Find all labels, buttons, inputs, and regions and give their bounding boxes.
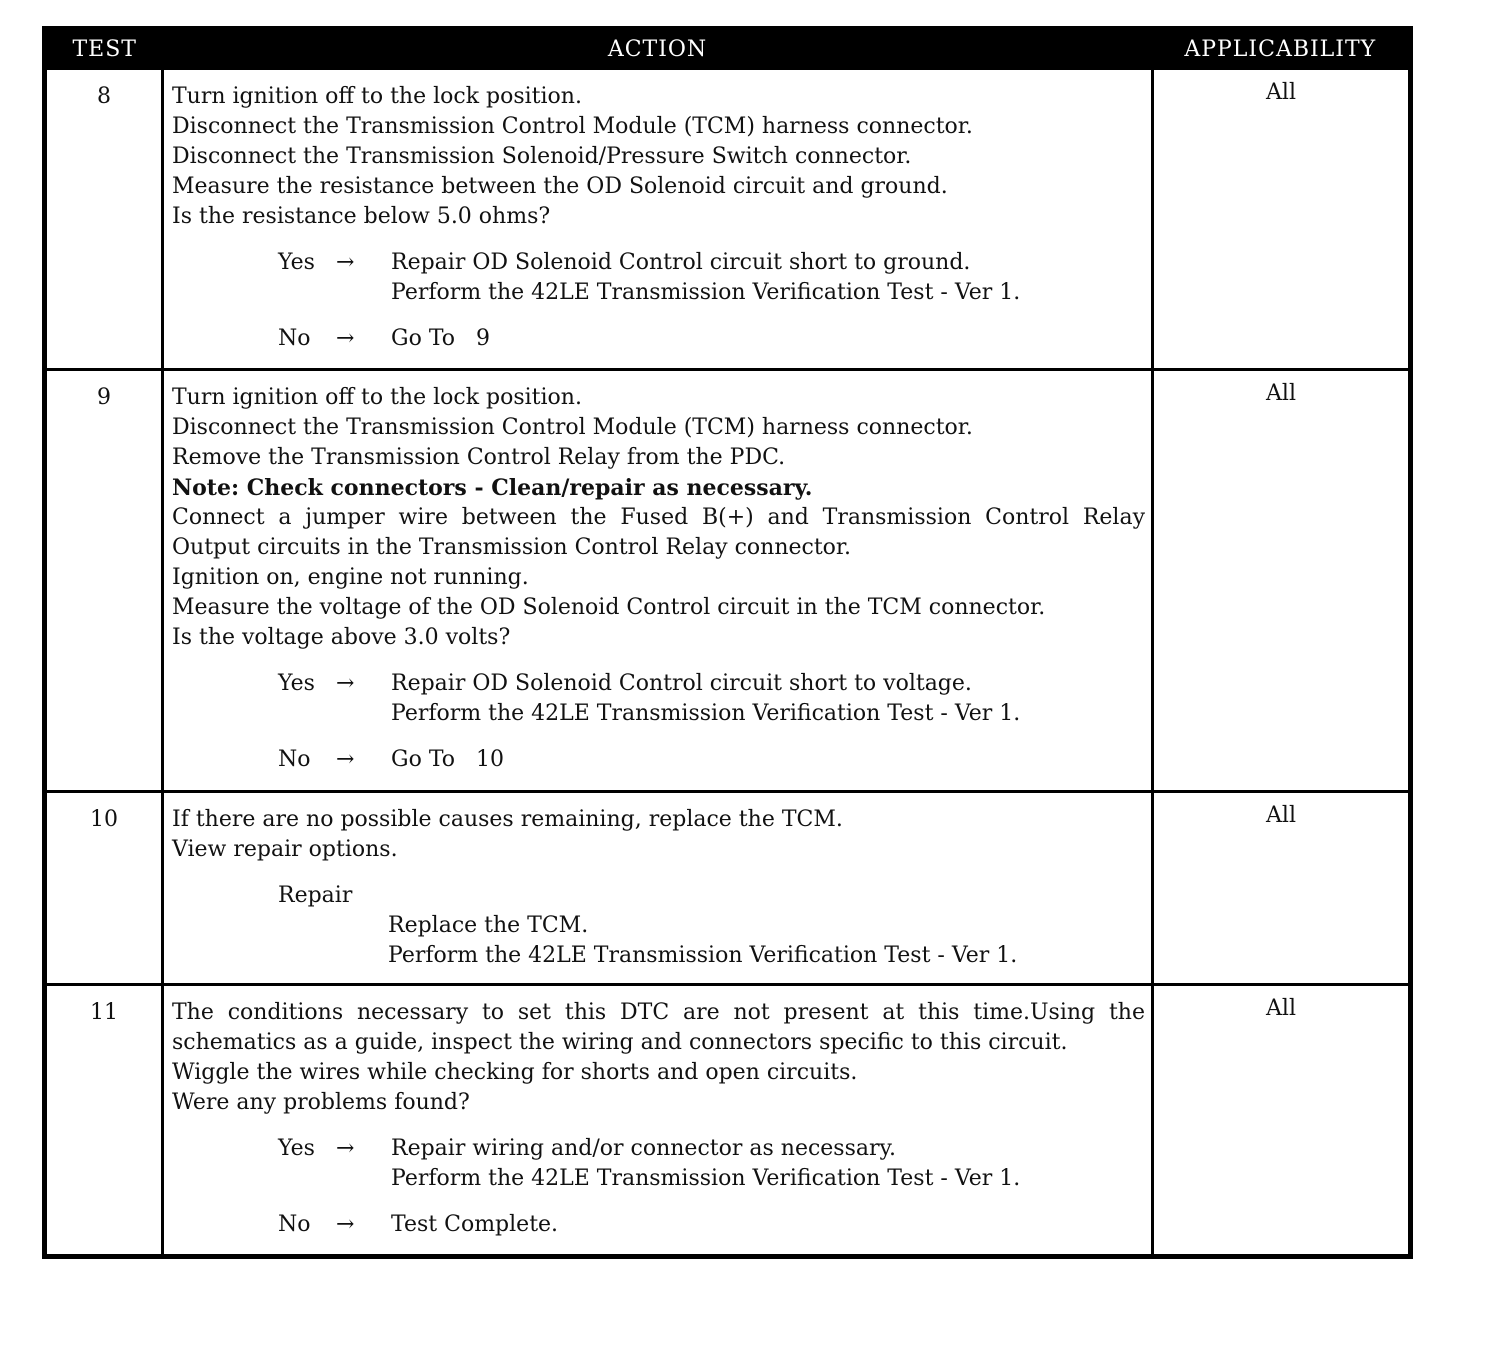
action-paragraph: The conditions necessary to set this DTC are not present at this time.Using the schematics as a guide, inspect the wiring and connectors specific to this circuit.: [172, 1000, 1145, 1055]
table-row: [45, 69, 1411, 370]
response-line: Repair wiring and/or connector as necessary.: [391, 1136, 897, 1161]
table-header: [45, 29, 1411, 69]
action-line: View repair options.: [172, 837, 398, 862]
action-line: Remove the Transmission Control Relay from the PDC.: [172, 445, 786, 470]
action-line: Disconnect the Transmission Solenoid/Pressure Switch connector.: [172, 144, 912, 169]
goto-text: Go To 9: [391, 326, 490, 351]
no-response: [278, 1210, 1145, 1240]
action-cell: [163, 69, 1153, 370]
question-line: Is the voltage above 3.0 volts?: [172, 625, 511, 650]
arrow-right-icon: →: [336, 747, 355, 772]
applicability-value: All: [1153, 370, 1411, 792]
action-line: Measure the resistance between the OD Solenoid circuit and ground.: [172, 174, 948, 199]
test-number: 11: [45, 985, 163, 1257]
result-text: Test Complete.: [391, 1212, 559, 1237]
action-line: Turn ignition off to the lock position.: [172, 84, 582, 109]
arrow-right-icon: →: [336, 326, 355, 351]
arrow-right-icon: →: [336, 1136, 355, 1161]
action-line: Ignition on, engine not running.: [172, 565, 529, 590]
test-number: 9: [45, 370, 163, 792]
yes-response: [278, 669, 1145, 729]
applicability-value: All: [1153, 792, 1411, 985]
response-line: Perform the 42LE Transmission Verification Test - Ver 1.: [391, 1166, 1021, 1191]
no-label: No: [278, 326, 311, 351]
no-response: [278, 745, 1145, 775]
table-row: [45, 370, 1411, 792]
action-cell: [163, 985, 1153, 1257]
action-line: Disconnect the Transmission Control Module (TCM) harness connector.: [172, 114, 973, 139]
action-line: Disconnect the Transmission Control Module (TCM) harness connector.: [172, 415, 973, 440]
question-line: Is the resistance below 5.0 ohms?: [172, 204, 551, 229]
action-cell: [163, 370, 1153, 792]
action-line: Turn ignition off to the lock position.: [172, 385, 582, 410]
action-line: Measure the voltage of the OD Solenoid Control circuit in the TCM connector.: [172, 595, 1046, 620]
response-line: Replace the TCM.: [388, 913, 589, 938]
response-line: Repair OD Solenoid Control circuit short to ground.: [391, 250, 971, 275]
response-line: Perform the 42LE Transmission Verification Test - Ver 1.: [391, 280, 1021, 305]
yes-response: [278, 1134, 1145, 1194]
diagnostic-table: [42, 26, 1413, 1259]
repair-label: Repair: [278, 883, 353, 908]
repair-response: [388, 911, 1145, 971]
arrow-right-icon: →: [336, 1212, 355, 1237]
header-action: ACTION: [163, 29, 1153, 69]
arrow-right-icon: →: [336, 250, 355, 275]
action-line: Wiggle the wires while checking for shorts and open circuits.: [172, 1060, 858, 1085]
note-line: Note: Check connectors - Clean/repair as necessary.: [172, 475, 813, 501]
response-line: Perform the 42LE Transmission Verification Test - Ver 1.: [388, 943, 1018, 968]
test-number: 8: [45, 69, 163, 370]
applicability-value: All: [1153, 69, 1411, 370]
header-applicability: APPLICABILITY: [1153, 29, 1411, 69]
response-line: Repair OD Solenoid Control circuit short to voltage.: [391, 671, 972, 696]
no-label: No: [278, 747, 311, 772]
yes-label: Yes: [278, 1136, 315, 1161]
no-label: No: [278, 1212, 311, 1237]
question-line: Were any problems found?: [172, 1090, 470, 1115]
header-test: TEST: [45, 29, 163, 69]
test-number: 10: [45, 792, 163, 985]
applicability-value: All: [1153, 985, 1411, 1257]
arrow-right-icon: →: [336, 671, 355, 696]
action-cell: [163, 792, 1153, 985]
yes-label: Yes: [278, 671, 315, 696]
yes-response: [278, 248, 1145, 308]
goto-text: Go To 10: [391, 747, 504, 772]
action-line: If there are no possible causes remaining, replace the TCM.: [172, 807, 843, 832]
no-response: [278, 324, 1145, 354]
table-row: [45, 985, 1411, 1257]
table-row: [45, 792, 1411, 985]
action-paragraph: Connect a jumper wire between the Fused B(+) and Transmission Control Relay Output circuits in the Transmission Control Relay connector.: [172, 505, 1145, 560]
response-line: Perform the 42LE Transmission Verification Test - Ver 1.: [391, 701, 1021, 726]
yes-label: Yes: [278, 250, 315, 275]
